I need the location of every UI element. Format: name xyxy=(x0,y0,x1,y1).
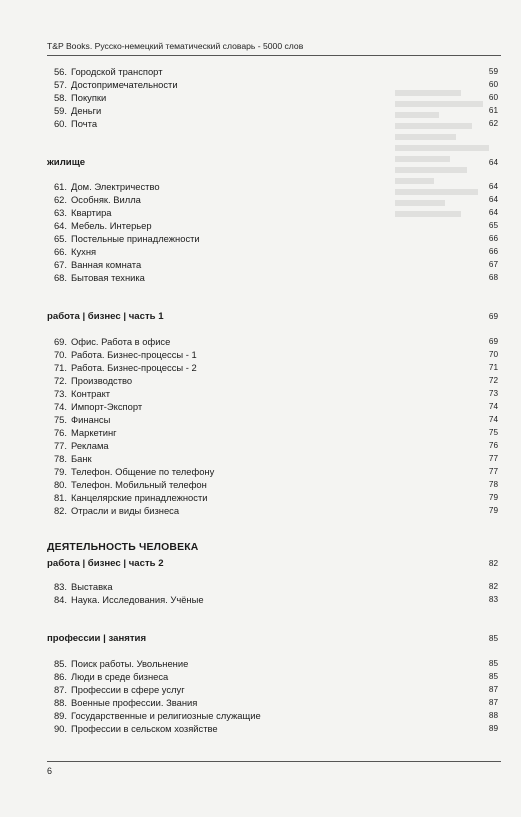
entry-number: 89. xyxy=(53,710,67,721)
entry-page: 71 xyxy=(488,363,498,372)
entry-title: Бытовая техника xyxy=(71,272,145,283)
entry-number: 76. xyxy=(53,427,67,438)
entry-title: Банк xyxy=(71,453,92,464)
entry-title: Офис. Работа в офисе xyxy=(71,336,171,347)
entry-page: 87 xyxy=(488,698,498,707)
toc-entry xyxy=(47,401,498,413)
entry-title: Государственные и религиозные служащие xyxy=(71,710,261,721)
entry-title: Профессии в сельском хозяйстве xyxy=(71,723,218,734)
entry-page: 89 xyxy=(488,724,498,733)
entry-page: 85 xyxy=(488,672,498,681)
toc-section xyxy=(47,632,498,645)
entry-title: Маркетинг xyxy=(71,427,117,438)
section-page: 64 xyxy=(488,158,498,167)
entry-page: 76 xyxy=(488,441,498,450)
entry-number: 75. xyxy=(53,414,67,425)
toc-entry xyxy=(47,723,498,735)
entry-page: 60 xyxy=(488,80,498,89)
page-number: 6 xyxy=(47,766,53,776)
entry-number: 56. xyxy=(53,66,67,77)
entry-page: 83 xyxy=(488,595,498,604)
toc-entry xyxy=(47,479,498,491)
entry-number: 70. xyxy=(53,349,67,360)
entry-title: Деньги xyxy=(71,105,102,116)
toc-entry xyxy=(47,658,498,670)
entry-page: 72 xyxy=(488,376,498,385)
toc-entry xyxy=(47,697,498,709)
entry-number: 87. xyxy=(53,684,67,695)
entry-page: 70 xyxy=(488,350,498,359)
toc-entry xyxy=(47,671,498,683)
toc-entry xyxy=(47,105,498,117)
entry-number: 78. xyxy=(53,453,67,464)
toc-entry xyxy=(47,272,498,284)
entry-page: 79 xyxy=(488,506,498,515)
entry-title: Люди в среде бизнеса xyxy=(71,671,169,682)
entry-number: 74. xyxy=(53,401,67,412)
toc-entry xyxy=(47,220,498,232)
entry-title: Военные профессии. Звания xyxy=(71,697,198,708)
entry-number: 85. xyxy=(53,658,67,669)
toc-entry xyxy=(47,362,498,374)
entry-title: Городской транспорт xyxy=(71,66,163,77)
toc-entry xyxy=(47,259,498,271)
toc-entry xyxy=(47,233,498,245)
entry-title: Отрасли и виды бизнеса xyxy=(71,505,180,516)
entry-page: 75 xyxy=(488,428,498,437)
toc-entry xyxy=(47,92,498,104)
entry-page: 69 xyxy=(488,337,498,346)
entry-number: 62. xyxy=(53,194,67,205)
entry-page: 66 xyxy=(488,234,498,243)
section-title: жилище xyxy=(47,157,86,168)
entry-number: 83. xyxy=(53,581,67,592)
entry-title: Телефон. Мобильный телефон xyxy=(71,479,207,490)
toc-entry xyxy=(47,453,498,465)
entry-title: Постельные принадлежности xyxy=(71,233,200,244)
entry-page: 61 xyxy=(488,106,498,115)
section-title: работа | бизнес | часть 2 xyxy=(47,558,164,569)
toc-section xyxy=(47,310,498,323)
header-rule xyxy=(47,55,501,56)
entry-number: 66. xyxy=(53,246,67,257)
entry-title: Особняк. Вилла xyxy=(71,194,141,205)
toc-section xyxy=(47,557,498,570)
toc-entry xyxy=(47,207,498,219)
toc-entry xyxy=(47,349,498,361)
entry-number: 86. xyxy=(53,671,67,682)
entry-title: Финансы xyxy=(71,414,111,425)
entry-title: Реклама xyxy=(71,440,109,451)
entry-page: 79 xyxy=(488,493,498,502)
section-title: работа | бизнес | часть 1 xyxy=(47,311,164,322)
entry-page: 82 xyxy=(488,582,498,591)
entry-title: Работа. Бизнес-процессы - 2 xyxy=(71,362,197,373)
entry-title: Выставка xyxy=(71,581,113,592)
entry-number: 80. xyxy=(53,479,67,490)
entry-title: Импорт-Экспорт xyxy=(71,401,143,412)
entry-page: 64 xyxy=(488,182,498,191)
entry-title: Квартира xyxy=(71,207,112,218)
entry-number: 77. xyxy=(53,440,67,451)
entry-page: 67 xyxy=(488,260,498,269)
toc-entry xyxy=(47,466,498,478)
section-title: профессии | занятия xyxy=(47,633,147,644)
entry-number: 68. xyxy=(53,272,67,283)
toc-entry xyxy=(47,427,498,439)
entry-number: 64. xyxy=(53,220,67,231)
entry-number: 57. xyxy=(53,79,67,90)
section-page: 82 xyxy=(488,559,498,568)
toc-entry xyxy=(47,505,498,517)
entry-number: 67. xyxy=(53,259,67,270)
toc-entry xyxy=(47,66,498,78)
entry-number: 69. xyxy=(53,336,67,347)
toc-entry xyxy=(47,414,498,426)
entry-page: 68 xyxy=(488,273,498,282)
entry-number: 73. xyxy=(53,388,67,399)
footer-rule xyxy=(47,761,501,762)
entry-page: 77 xyxy=(488,467,498,476)
toc-entry xyxy=(47,492,498,504)
toc-entry xyxy=(47,79,498,91)
entry-page: 73 xyxy=(488,389,498,398)
entry-page: 66 xyxy=(488,247,498,256)
toc-entry xyxy=(47,336,498,348)
entry-number: 58. xyxy=(53,92,67,103)
entry-title: Канцелярские принадлежности xyxy=(71,492,208,503)
entry-page: 87 xyxy=(488,685,498,694)
entry-number: 63. xyxy=(53,207,67,218)
entry-page: 62 xyxy=(488,119,498,128)
entry-title: Мебель. Интерьер xyxy=(71,220,152,231)
entry-title: Ванная комната xyxy=(71,259,142,270)
entry-title: Почта xyxy=(71,118,98,129)
entry-number: 82. xyxy=(53,505,67,516)
entry-number: 71. xyxy=(53,362,67,373)
entry-title: Дом. Электричество xyxy=(71,181,160,192)
entry-page: 85 xyxy=(488,659,498,668)
toc-section xyxy=(47,156,498,169)
entry-number: 61. xyxy=(53,181,67,192)
toc-entry xyxy=(47,594,498,606)
entry-number: 60. xyxy=(53,118,67,129)
entry-title: Профессии в сфере услуг xyxy=(71,684,185,695)
entry-title: Покупки xyxy=(71,92,107,103)
entry-page: 88 xyxy=(488,711,498,720)
entry-page: 78 xyxy=(488,480,498,489)
toc-entry xyxy=(47,581,498,593)
entry-number: 90. xyxy=(53,723,67,734)
entry-title: Наука. Исследования. Учёные xyxy=(71,594,204,605)
entry-title: Контракт xyxy=(71,388,111,399)
part-title: ДЕЯТЕЛЬНОСТЬ ЧЕЛОВЕКА xyxy=(47,542,199,553)
toc-entry xyxy=(47,375,498,387)
entry-title: Производство xyxy=(71,375,133,386)
running-header: T&P Books. Русско-немецкий тематический словарь - 5000 слов xyxy=(47,41,304,51)
entry-number: 88. xyxy=(53,697,67,708)
entry-page: 64 xyxy=(488,195,498,204)
entry-number: 65. xyxy=(53,233,67,244)
section-page: 69 xyxy=(488,312,498,321)
entry-number: 81. xyxy=(53,492,67,503)
entry-number: 84. xyxy=(53,594,67,605)
entry-title: Телефон. Общение по телефону xyxy=(71,466,215,477)
entry-number: 72. xyxy=(53,375,67,386)
entry-page: 77 xyxy=(488,454,498,463)
entry-page: 60 xyxy=(488,93,498,102)
entry-page: 64 xyxy=(488,208,498,217)
toc-entry xyxy=(47,181,498,193)
toc-entry xyxy=(47,710,498,722)
entry-title: Поиск работы. Увольнение xyxy=(71,658,189,669)
toc-entry xyxy=(47,440,498,452)
entry-page: 59 xyxy=(488,67,498,76)
entry-page: 74 xyxy=(488,415,498,424)
entry-number: 79. xyxy=(53,466,67,477)
section-page: 85 xyxy=(488,634,498,643)
entry-title: Работа. Бизнес-процессы - 1 xyxy=(71,349,197,360)
entry-page: 74 xyxy=(488,402,498,411)
entry-page: 65 xyxy=(488,221,498,230)
entry-number: 59. xyxy=(53,105,67,116)
toc-entry xyxy=(47,388,498,400)
toc-entry xyxy=(47,118,498,130)
toc-entry xyxy=(47,246,498,258)
toc-entry xyxy=(47,194,498,206)
toc-entry xyxy=(47,684,498,696)
entry-title: Кухня xyxy=(71,246,97,257)
entry-title: Достопримечательности xyxy=(71,79,178,90)
